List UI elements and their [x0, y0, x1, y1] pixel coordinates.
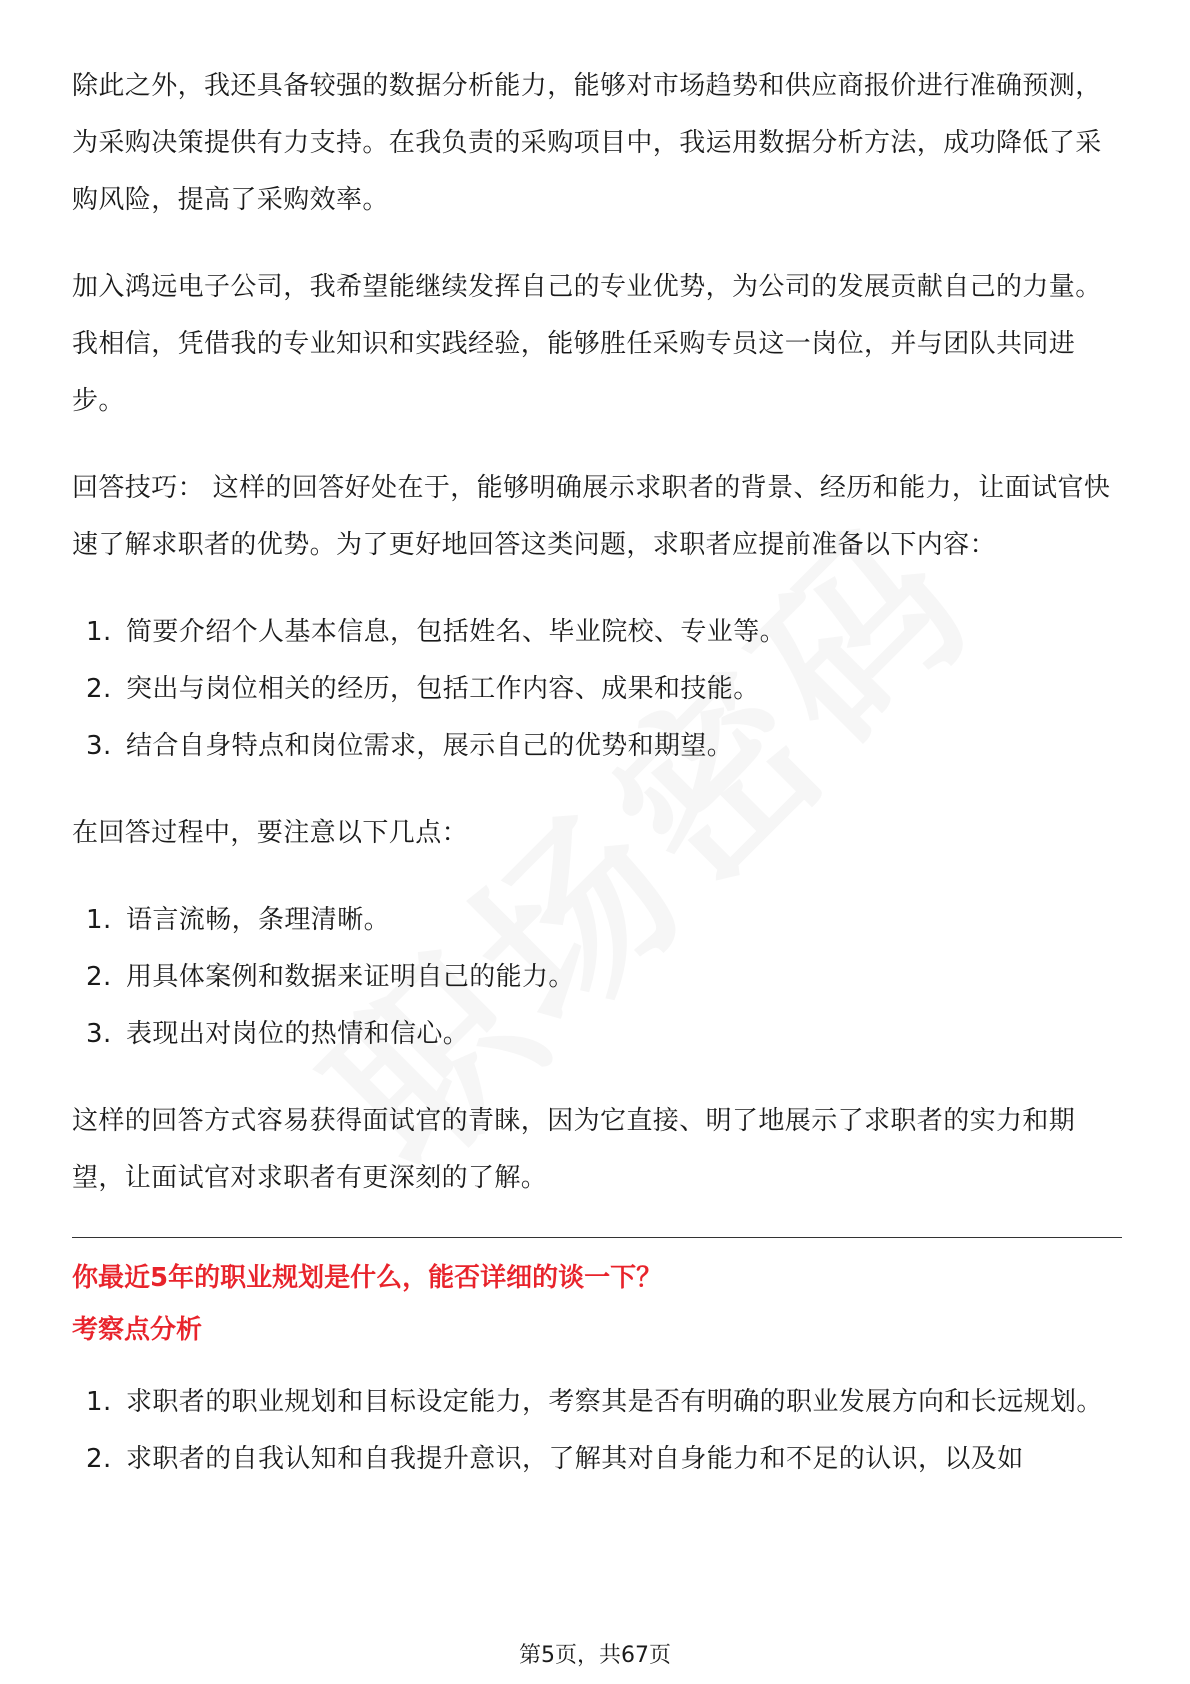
list-text: 表现出对岗位的热情和信心。	[126, 1019, 470, 1049]
list-number: 1.	[86, 617, 112, 647]
list-text: 简要介绍个人基本信息，包括姓名、毕业院校、专业等。	[126, 617, 787, 647]
analysis-title: 考察点分析	[72, 1315, 203, 1345]
paragraph-join-company: 加入鸿远电子公司，我希望能继续发挥自己的专业优势，为公司的发展贡献自己的力量。我相信，凭借我的专业知识和实践经验，能够胜任采购专员这一岗位，并与团队共同进步。	[72, 272, 1102, 416]
paragraph-closing: 这样的回答方式容易获得面试官的青睐，因为它直接、明了地展示了求职者的实力和期望，让面试官对求职者有更深刻的了解。	[72, 1106, 1076, 1193]
list-item	[72, 1431, 1122, 1488]
list-number: 2.	[86, 674, 112, 704]
paragraph-attention-intro: 在回答过程中，要注意以下几点：	[72, 818, 469, 848]
list-item	[72, 604, 1122, 661]
list-item	[72, 661, 1122, 718]
list-item	[72, 718, 1122, 775]
list-number: 3.	[86, 731, 112, 761]
paragraph-answer-tips: 回答技巧： 这样的回答好处在于，能够明确展示求职者的背景、经历和能力，让面试官快速了解求职者的优势。为了更好地回答这类问题，求职者应提前准备以下内容：	[72, 473, 1111, 560]
list-text: 用具体案例和数据来证明自己的能力。	[126, 962, 575, 992]
list-number: 3.	[86, 1019, 112, 1049]
list-text: 语言流畅，条理清晰。	[126, 905, 391, 935]
paragraph-data-analysis: 除此之外，我还具备较强的数据分析能力，能够对市场趋势和供应商报价进行准确预测，为采购决策提供有力支持。在我负责的采购项目中，我运用数据分析方法，成功降低了采购风险，提高了采购效率。	[72, 71, 1102, 215]
list-text: 求职者的自我认知和自我提升意识，了解其对自身能力和不足的认识，以及如	[126, 1444, 1024, 1474]
list-text: 结合自身特点和岗位需求，展示自己的优势和期望。	[126, 731, 734, 761]
list-number: 2.	[86, 1444, 112, 1474]
list-item	[72, 892, 1122, 949]
question-title: 你最近5年的职业规划是什么，能否详细的谈一下？	[72, 1263, 663, 1293]
list-text: 求职者的职业规划和目标设定能力，考察其是否有明确的职业发展方向和长远规划。	[126, 1387, 1103, 1417]
list-number: 1.	[86, 1387, 112, 1417]
list-number: 2.	[86, 962, 112, 992]
section-divider	[72, 1237, 1122, 1238]
list-item	[72, 1374, 1122, 1431]
page-number-footer: 第5页，共67页	[519, 1643, 671, 1668]
list-item	[72, 949, 1122, 1006]
prepare-list	[72, 604, 1122, 775]
list-number: 1.	[86, 905, 112, 935]
attention-list	[72, 892, 1122, 1063]
analysis-list	[72, 1374, 1122, 1488]
list-text: 突出与岗位相关的经历，包括工作内容、成果和技能。	[126, 674, 760, 704]
page-content	[72, 58, 1122, 1518]
list-item	[72, 1006, 1122, 1063]
